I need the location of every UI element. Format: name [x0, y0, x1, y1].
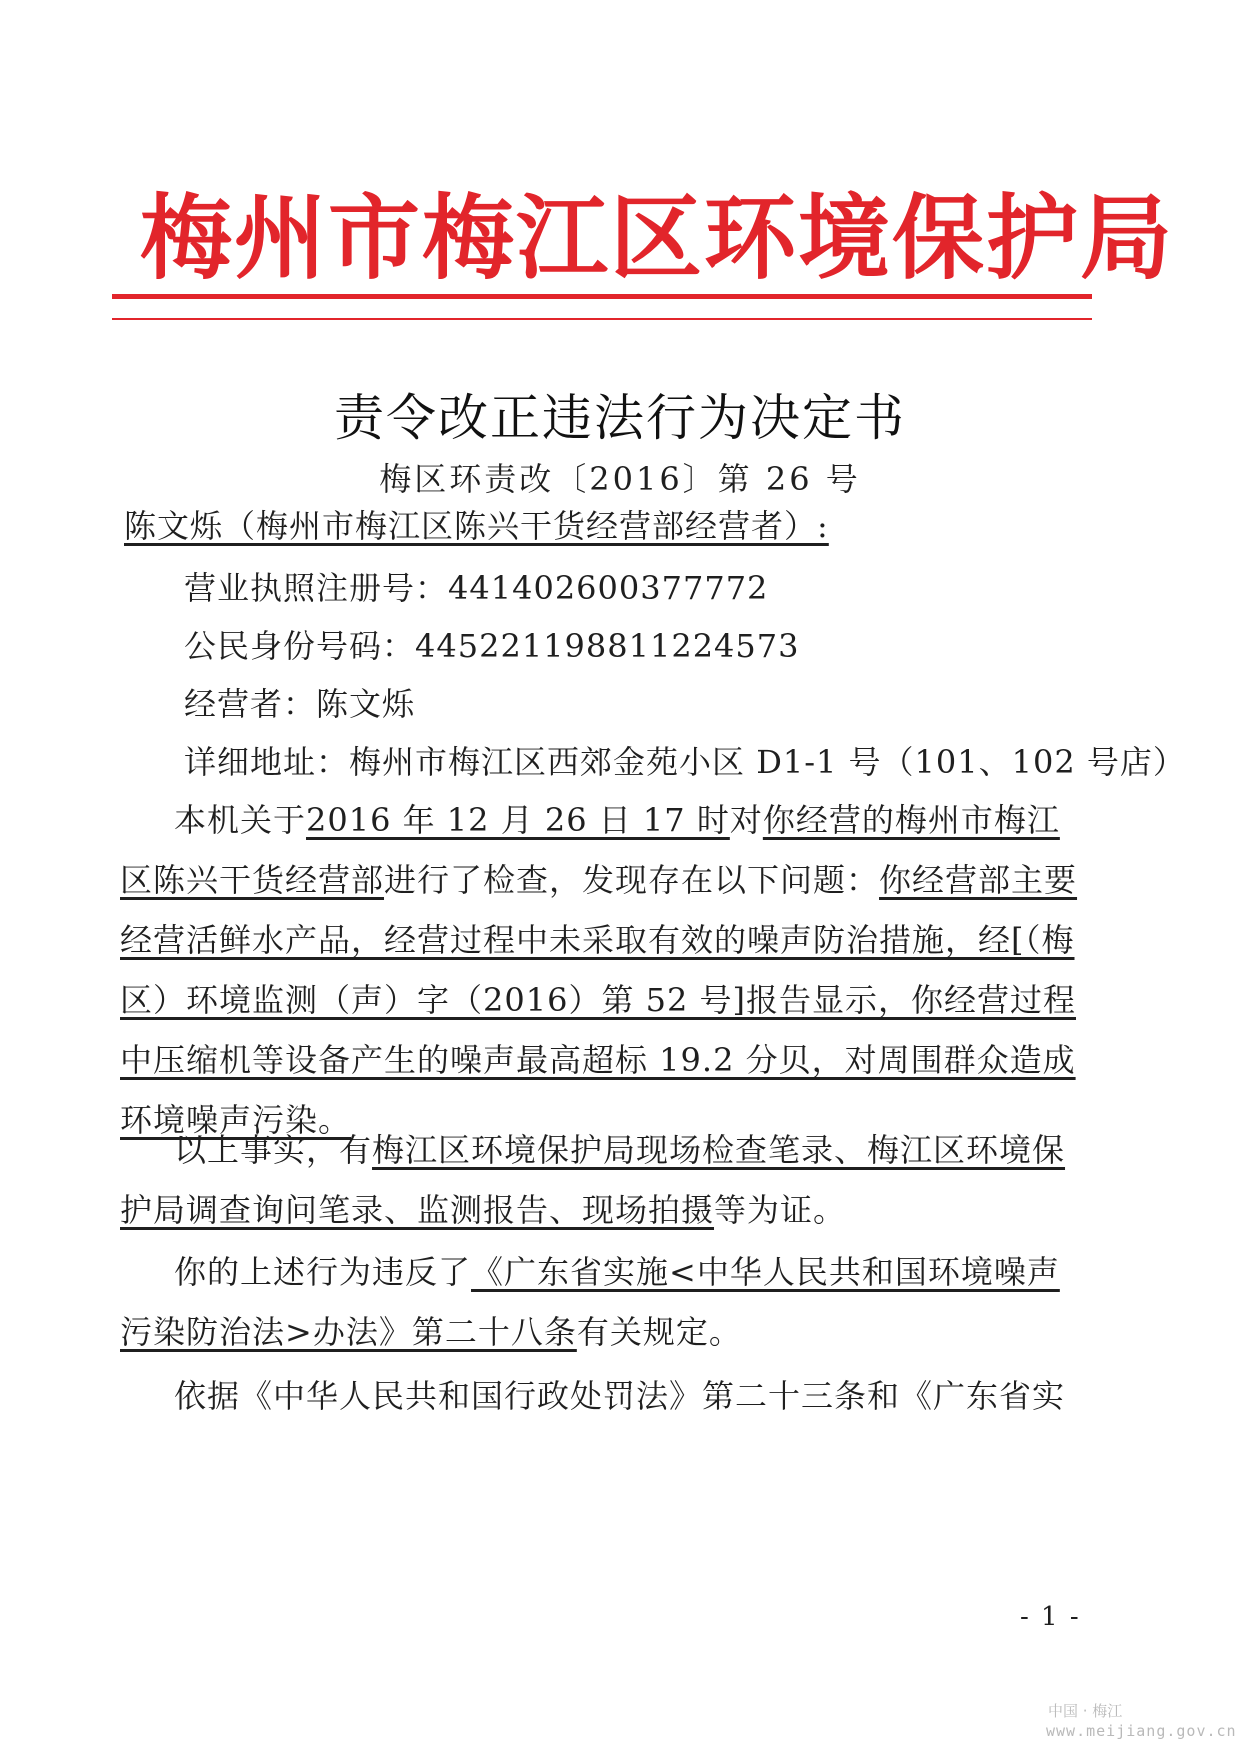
- legal-basis-text: 依据《中华人民共和国行政处罚法》第二十三条和《广东省实: [174, 1377, 1066, 1415]
- license-value: 441402600377772: [448, 569, 769, 607]
- page-number: - 1 -: [1020, 1602, 1081, 1632]
- inspected-business: 你经营的梅州市梅江区陈兴干货经营部: [120, 801, 1060, 899]
- operator-value: 陈文烁: [316, 685, 416, 723]
- operator-row: [184, 682, 415, 726]
- license-label: 营业执照注册号：: [184, 569, 449, 607]
- p1-lead: 本机关于: [174, 801, 307, 839]
- p1-middle: 进行了检查，发现存在以下问题：: [384, 861, 880, 899]
- p1-join: 对: [729, 801, 763, 839]
- watermark-url: www.meijiang.gov.cn: [1046, 1722, 1237, 1740]
- p3-tail: 有关规定。: [576, 1313, 742, 1351]
- watermark-text: 中国 · 梅江: [1048, 1702, 1123, 1720]
- paragraph-inspection: [120, 790, 1090, 1150]
- paragraph-evidence: [120, 1120, 1090, 1240]
- p2-tail: 等为证。: [714, 1191, 847, 1229]
- p3-lead: 你的上述行为违反了: [174, 1253, 472, 1291]
- letterhead-rule-thin: [112, 318, 1092, 320]
- inspection-date: 2016 年 12 月 26 日 17 时: [306, 801, 730, 839]
- paragraph-violated-law: [120, 1242, 1090, 1362]
- p2-lead: 以上事实，有: [174, 1131, 373, 1169]
- license-row: [184, 566, 768, 610]
- document-title: 责令改正违法行为决定书: [334, 389, 906, 447]
- paragraph-legal-basis: [120, 1366, 1090, 1426]
- address-row: [184, 740, 1186, 784]
- id-row: [184, 624, 799, 668]
- recipient-line: 陈文烁（梅州市梅江区陈兴干货经营部经营者）:: [124, 507, 829, 545]
- evidence-list: 梅江区环境保护局现场检查笔录、梅江区环境保护局调查询问笔录、监测报告、现场拍摄: [120, 1131, 1066, 1229]
- address-label: 详细地址：: [184, 743, 350, 781]
- agency-letterhead: 梅州市梅江区环境保护局: [140, 184, 1175, 292]
- operator-label: 经营者：: [184, 685, 317, 723]
- address-value: 梅州市梅江区西郊金苑小区 D1-1 号（101、102 号店）: [349, 743, 1186, 781]
- document-number: 梅区环责改〔2016〕第 26 号: [379, 460, 861, 498]
- letterhead-rule-thick: [112, 294, 1092, 299]
- id-label: 公民身份号码：: [184, 627, 416, 665]
- id-value: 445221198811224573: [415, 627, 800, 665]
- violation-description: 你经营部主要经营活鲜水产品，经营过程中未采取有效的噪声防治措施，经[（梅区）环境监测（声）字（2016）第 52 号]报告显示，你经营过程中压缩机等设备产生的噪声最高超标 19.2 分贝，对周围群众造成环境噪声污染。: [120, 861, 1078, 1139]
- violated-law: 《广东省实施<中华人民共和国环境噪声污染防治法>办法》第二十八条: [120, 1253, 1060, 1351]
